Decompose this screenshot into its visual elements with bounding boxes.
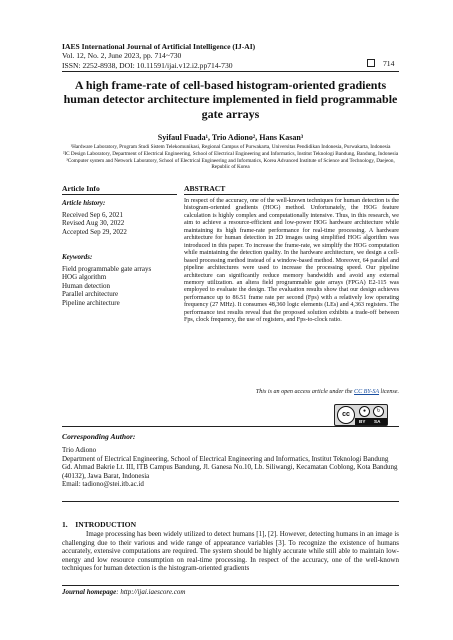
keyword-item: HOG algorithm	[62, 273, 107, 282]
history-label: Article history:	[62, 199, 106, 207]
abstract-rule	[184, 194, 399, 195]
volume-info: Vol. 12, No. 2, June 2023, pp. 714~730	[62, 51, 182, 61]
corresponding-heading: Corresponding Author:	[62, 432, 136, 441]
running-header	[62, 42, 255, 70]
cc-license-badge[interactable]	[334, 404, 388, 426]
abstract-text: In respect of the accuracy, one of the well-known techniques for human detection is the histogram-oriented gradients (HOG) method. Unfortunately, the HOG feature calculation is highly complex and computationally intensive. Thus, in this research, we aim to achieve a resource-efficient and low-power HOG hardware architecture while maintaining its high frame-rate performance for real-time processing. A hardware architecture for human detection in 2D images using simplified HOG algorithm was introduced in this paper. To increase the frame-rate, we simplify the HOG computation while maintaining the detection quality. In the hardware architecture, we design a cell-based processing method instead of a window-based method. Moreover, 64 parallel and pipeline architectures were used to increase the processing speed. Our pipeline architecture can significantly reduce memory bandwidth and avoid any external memory utilization. an altera field programmable gate arrays (FPGA) E2-115 was employed to evaluate the design. The evaluation results show that our design achieves performance up to 86.51 frame rate per second (Fps) with a relatively low operating frequency (27 MHz). It consumes 48,360 logic elements (LEs) and 4,363 registers. The performance test results reveal that the proposed solution exhibits a trade-off between Fps, clock frequency, the use of registers, and Fps-to-clock ratio.	[184, 198, 399, 324]
introduction-text: Image processing has been widely utilized to detect humans [1], [2]. However, detecting humans in an image is challenging due to their various and wide range of appearance variables [3]. To recognize the existence of humans accurately, extensive computations are required. The system should be highly accurate while still able to maintain low-energy and low resource consumption on real-time processing. In respect of the accuracy, one of the well-known techniques for human detection is the histogram-oriented gradients	[62, 530, 399, 573]
share-alike-icon: ↻	[373, 406, 384, 417]
corresponding-department: Department of Electrical Engineering, School of Electrical Engineering and Informatics, Institut Teknologi Bandung	[62, 454, 389, 463]
article-info-rule	[62, 194, 177, 195]
journal-name: IAES International Journal of Artificial Intelligence (IJ-AI)	[62, 42, 256, 51]
cc-badge-band	[355, 418, 387, 425]
cc-icon: cc	[337, 406, 355, 424]
paper-authors: Syifaul Fuada¹, Trio Adiono², Hans Kasan³	[157, 133, 304, 142]
corresponding-bottom-rule	[62, 501, 399, 502]
journal-homepage[interactable]	[62, 588, 185, 596]
received-date: Received Sep 6, 2021	[62, 210, 124, 219]
corresponding-details	[62, 446, 399, 489]
keyword-item: Pipeline architecture	[62, 298, 120, 307]
keyword-item: Field programmable gate arrays	[62, 264, 152, 273]
accepted-date: Accepted Sep 29, 2022	[62, 227, 127, 236]
corresponding-email[interactable]: Email: tadiono@stei.itb.ac.id	[62, 480, 144, 489]
page-number-block	[367, 59, 394, 68]
abstract-heading: ABSTRACT	[184, 184, 226, 193]
issn-doi: ISSN: 2252-8938, DOI: 10.11591/ijai.v12.i2.pp714-730	[62, 60, 233, 70]
affiliations	[62, 144, 399, 171]
homepage-label: Journal homepage	[62, 588, 117, 596]
attribution-icon: ●	[359, 406, 370, 417]
affiliation-2: ²IC Design Laboratory, Department of Electrical Engineering, School of Electrical Engineering and Informatics, Institut Teknologi Bandung, Bandung, Indonesia	[62, 150, 399, 157]
affiliation-3: ³Computer system and Network Laboratory, School of Electrical Engineering and Informatics, Korea Advanced Institute of Science and Technology, Daejeon, Republic of Korea	[66, 157, 395, 171]
paper-title: A high frame-rate of cell-based histogram-oriented gradients human detector architecture implemented in field programmable gate arrays	[63, 78, 398, 121]
keyword-item: Human detection	[62, 281, 111, 290]
sa-label: SA	[374, 419, 381, 424]
keyword-item: Parallel architecture	[62, 290, 119, 299]
revised-date: Revised Aug 30, 2022	[62, 219, 125, 228]
license-link[interactable]: CC BY-SA	[354, 389, 380, 395]
by-label: BY	[359, 419, 366, 424]
homepage-url: : http://ijai.iaescore.com	[116, 588, 186, 596]
page-number: 714	[383, 59, 395, 68]
footer-rule	[62, 585, 399, 586]
keywords-label: Keywords:	[62, 253, 93, 261]
keywords-block	[62, 253, 177, 308]
article-history	[62, 199, 177, 236]
article-info-heading: Article Info	[62, 184, 100, 193]
corresponding-top-rule	[62, 426, 399, 427]
affiliation-1: ¹Hardware Laboratory, Program Studi Sistem Telekomunikasi, Regional Campus of Purwakarta, Universitas Pendidikan Indonesia, Purwakarta, Indonesia	[70, 144, 391, 150]
open-access-note	[184, 389, 399, 395]
header-rule	[62, 71, 399, 72]
open-access-suffix: license.	[379, 389, 399, 395]
introduction-heading: 1. INTRODUCTION	[62, 520, 137, 529]
corresponding-name: Trio Adiono	[62, 446, 97, 454]
open-access-prefix: This is an open access article under the	[255, 389, 355, 395]
square-icon	[367, 59, 375, 67]
corresponding-address: Gd. Ahmad Bakrie Lt. III, ITB Campus Bandung, Jl. Ganesa No.10, Lb. Siliwangi, Kecamatan Coblong, Kota Bandung (40132), Jawa Barat, Indonesia	[62, 463, 398, 480]
